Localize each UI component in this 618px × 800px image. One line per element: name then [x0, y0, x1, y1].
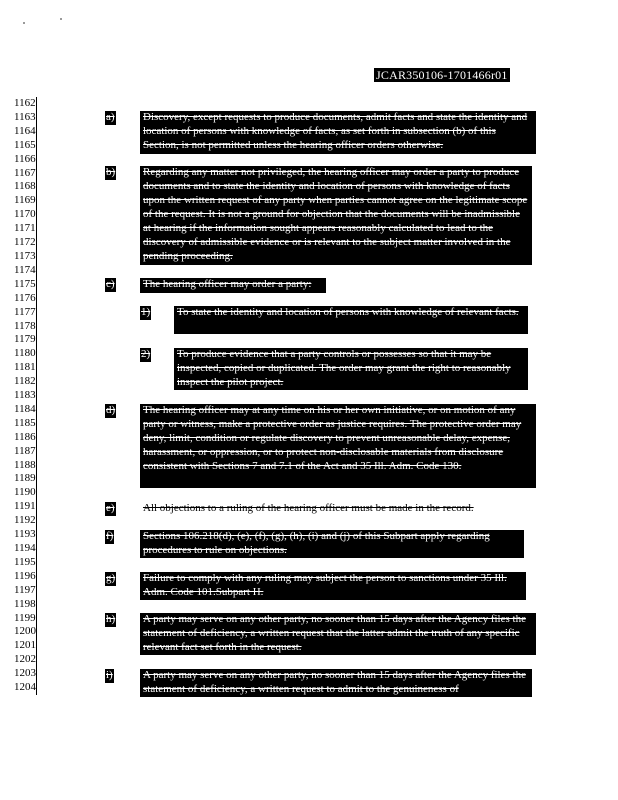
line-number: 1180: [14, 347, 36, 360]
line-number: 1183: [14, 389, 36, 402]
section-text-h: A party may serve on any other party, no sooner than 15 days after the Agency files the statement of deficiency, a written request that the latter admit the truth of any specific relevant fact set forth in the request.: [140, 613, 536, 655]
line-number: 1165: [14, 138, 36, 151]
section-text-c1: To state the identity and location of persons with knowledge of relevant facts.: [174, 306, 528, 334]
line-number: 1185: [14, 416, 36, 429]
line-number: 1171: [14, 222, 36, 235]
line-number: 1175: [14, 277, 36, 290]
line-number: 1186: [14, 430, 36, 443]
line-number: 1192: [14, 514, 36, 527]
line-number: 1203: [14, 667, 36, 680]
section-text-g: Failure to comply with any ruling may subject the person to sanctions under 35 Ill. Adm. Code 101.Subpart H.: [140, 572, 526, 600]
line-number: 1201: [14, 639, 36, 652]
section-label-i: i): [106, 669, 113, 681]
section-label-d: d): [106, 404, 116, 416]
line-number: 1193: [14, 528, 36, 541]
line-number: 1163: [14, 110, 36, 123]
line-number-column: [0, 97, 36, 695]
line-number: 1167: [14, 166, 36, 179]
scan-speck: [23, 22, 25, 24]
section-label-h: h): [106, 613, 116, 625]
section-label-c2: 2): [141, 348, 151, 360]
section-text-c2: To produce evidence that a party controls or possesses so that it may be inspected, copied or duplicated. The order may grant the right to reasonably inspect the pilot project.: [174, 348, 528, 390]
section-text-b: Regarding any matter not privileged, the hearing officer may order a party to produce documents and to state the identity and location of persons with knowledge of facts upon the written request of any party when parties cannot agree on the legitimate scope of the request. It is not a ground for objection that the documents will be inadmissible at hearing if the information sought appears reasonably calculated to lead to the discovery of admissible evidence or is relevant to the subject matter involved in the pending proceeding.: [140, 166, 532, 265]
line-number: 1181: [14, 361, 36, 374]
line-number: 1184: [14, 402, 36, 415]
section-label-b: b): [106, 166, 116, 178]
line-number: 1172: [14, 236, 36, 249]
section-label-c: c): [106, 278, 115, 290]
line-number: 1204: [14, 681, 36, 694]
line-number: 1178: [14, 319, 36, 332]
line-number: 1168: [14, 180, 36, 193]
line-number: 1169: [14, 194, 36, 207]
line-number: 1177: [14, 305, 36, 318]
line-number: 1164: [14, 124, 36, 137]
line-number: 1166: [14, 152, 36, 165]
line-number: 1199: [14, 611, 36, 624]
line-number: 1187: [14, 444, 36, 457]
section-label-c1: 1): [141, 306, 151, 318]
line-number-rule: [36, 97, 37, 695]
section-label-g: g): [106, 572, 116, 584]
line-number: 1191: [14, 500, 36, 513]
line-number: 1189: [14, 472, 36, 485]
section-text-d: The hearing officer may at any time on his or her own initiative, or on motion of any party or witness, make a protective order as justice requires. The protective order may deny, limit, condition or regulate discovery to prevent unreasonable delay, expense, harassment, or oppression, or to protect non-disclosable materials from disclosure consistent with Sections 7 and 7.1 of the Act and 35 Ill. Adm. Code 130.: [140, 404, 536, 488]
scan-speck: [60, 18, 62, 20]
line-number: 1170: [14, 208, 36, 221]
document-id: JCAR350106-1701466r01: [376, 68, 508, 82]
line-number: 1195: [14, 555, 36, 568]
line-number: 1188: [14, 458, 36, 471]
line-number: 1194: [14, 542, 36, 554]
section-label-a: a): [106, 111, 115, 123]
section-text-f: Sections 106.218(d), (e), (f), (g), (h), (i) and (j) of this Subpart apply regarding procedures to rule on objections.: [140, 530, 524, 558]
line-number: 1202: [14, 653, 36, 666]
section-text-e: All objections to a ruling of the hearing officer must be made in the record.: [140, 502, 506, 517]
line-number: 1176: [14, 291, 36, 304]
line-number: 1196: [14, 569, 36, 582]
line-number: 1162: [14, 97, 36, 109]
section-label-f: f): [106, 530, 114, 542]
line-number: 1174: [14, 263, 36, 276]
section-text-a: Discovery, except requests to produce documents, admit facts and state the identity and location of persons with knowledge of facts, as set forth in subsection (b) of this Section, is not permitted unless the hearing officer orders otherwise.: [140, 111, 536, 154]
section-label-e: e): [106, 502, 115, 514]
section-text-i: A party may serve on any other party, no sooner than 15 days after the Agency files the statement of deficiency, a written request to admit to the genuineness of: [140, 669, 532, 697]
line-number: 1197: [14, 583, 36, 596]
line-number: 1200: [14, 625, 36, 638]
line-number: 1198: [14, 597, 36, 610]
line-number: 1190: [14, 486, 36, 499]
line-number: 1173: [14, 249, 36, 262]
line-number: 1182: [14, 375, 36, 388]
section-text-c: The hearing officer may order a party:: [140, 278, 326, 293]
line-number: 1179: [14, 333, 36, 346]
